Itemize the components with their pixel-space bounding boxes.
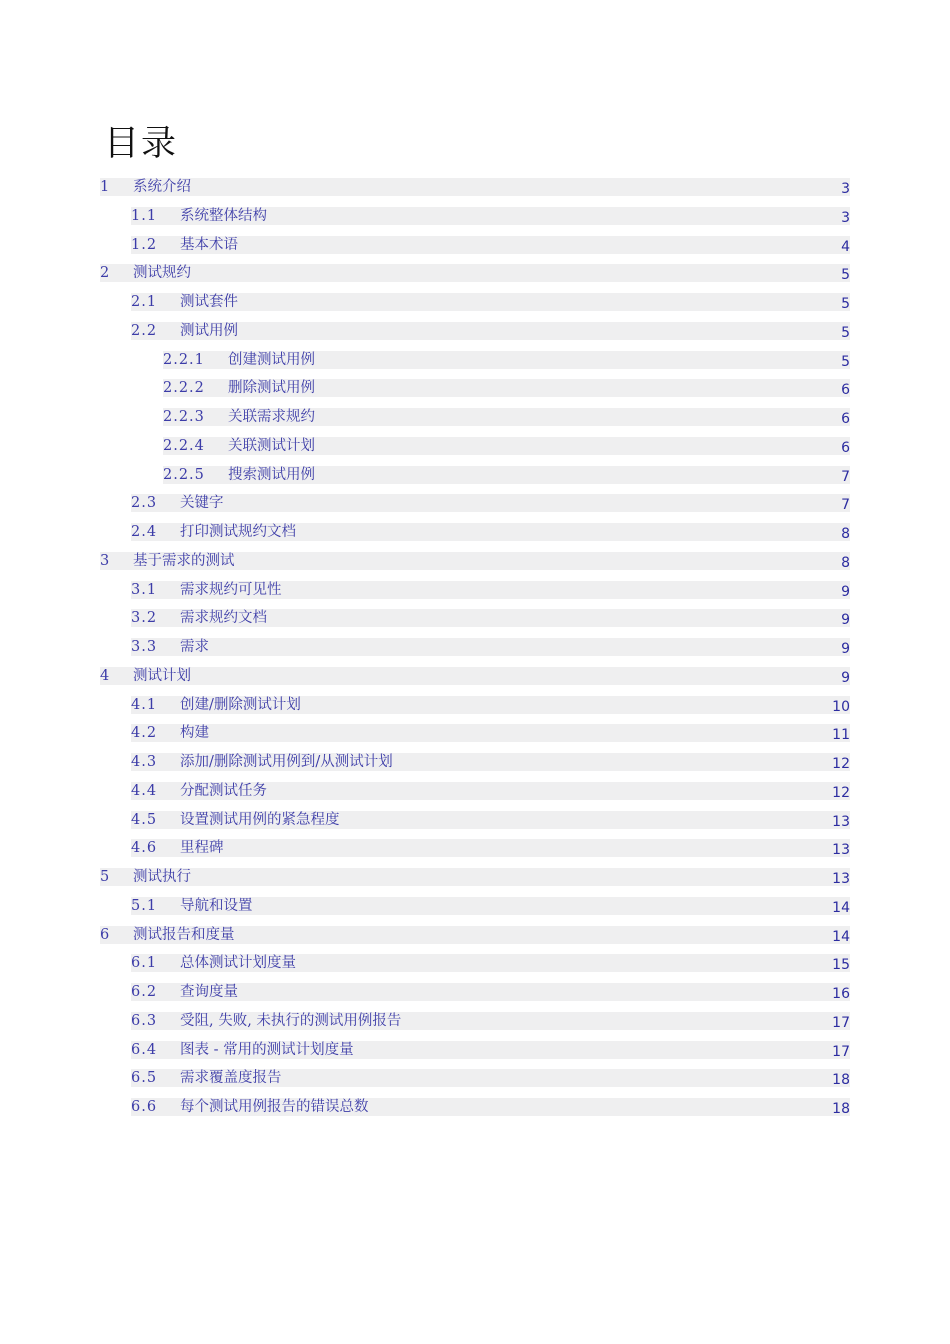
toc-entry-number: 4.6 xyxy=(131,840,158,857)
toc-entry[interactable] xyxy=(0,176,950,205)
toc-entry-highlight xyxy=(131,494,850,512)
toc-entry-page-number: 6 xyxy=(841,411,850,427)
toc-entry[interactable] xyxy=(0,1039,950,1068)
toc-entry-number: 5.1 xyxy=(131,897,158,914)
toc-entry-number: 4.5 xyxy=(131,811,158,828)
toc-entry-label: 系统整体结构 xyxy=(180,207,267,224)
toc-entry-page-number: 3 xyxy=(841,209,850,226)
toc-entry[interactable] xyxy=(0,1096,950,1125)
toc-entry-number: 2.2.4 xyxy=(163,437,205,454)
toc-entry[interactable] xyxy=(0,1067,950,1096)
toc-entry-page-number: 13 xyxy=(832,813,850,830)
toc-entry[interactable] xyxy=(0,320,950,349)
toc-entry-number: 4.2 xyxy=(131,725,158,742)
toc-entry-page-number: 8 xyxy=(841,526,850,542)
toc-entry-number: 2.3 xyxy=(131,495,158,512)
toc-entry-page-number: 17 xyxy=(832,1043,850,1060)
toc-entry-page-number: 18 xyxy=(832,1072,850,1089)
toc-entry-page-number: 5 xyxy=(841,267,850,284)
toc-entry-page-number: 12 xyxy=(832,784,850,801)
toc-entry-page-number: 15 xyxy=(832,957,850,974)
toc-entry-number: 2.2.5 xyxy=(163,466,205,483)
toc-entry-page-number: 16 xyxy=(832,986,850,1002)
toc-entry-label: 测试套件 xyxy=(180,294,238,310)
toc-entry-page-number: 13 xyxy=(832,842,850,859)
toc-entry-number: 1 xyxy=(100,179,111,195)
toc-entry-highlight xyxy=(131,839,850,857)
toc-entry-label: 分配测试任务 xyxy=(180,782,267,799)
toc-entry-number: 1.2 xyxy=(131,236,158,253)
toc-entry-number: 2.2.2 xyxy=(163,380,205,397)
toc-entry-page-number: 4 xyxy=(841,238,850,255)
toc-entry-label: 测试计划 xyxy=(133,667,191,684)
toc-entry-number: 4.3 xyxy=(131,754,158,770)
toc-entry[interactable] xyxy=(0,981,950,1010)
toc-entry-page-number: 9 xyxy=(841,669,850,686)
toc-entry[interactable] xyxy=(0,694,950,723)
toc-entry-label: 测试报告和度量 xyxy=(133,926,235,943)
toc-entry-label: 需求规约可见性 xyxy=(180,581,282,598)
toc-entry[interactable] xyxy=(0,866,950,895)
toc-entry-label: 需求规约文档 xyxy=(180,610,267,627)
toc-entry-number: 1.1 xyxy=(131,207,158,224)
toc-entry-label: 导航和设置 xyxy=(180,897,253,914)
toc-entry-page-number: 9 xyxy=(841,583,850,600)
toc-entry-number: 6.5 xyxy=(131,1070,158,1087)
toc-entry-label: 搜索测试用例 xyxy=(228,466,315,483)
toc-entry-label: 测试规约 xyxy=(133,265,191,282)
toc-entry[interactable] xyxy=(0,607,950,636)
toc-entry-page-number: 8 xyxy=(841,554,850,571)
toc-entry-number: 3.2 xyxy=(131,610,158,627)
toc-entry-number: 6 xyxy=(100,926,111,943)
toc-entry-page-number: 7 xyxy=(841,468,850,485)
toc-entry-highlight xyxy=(131,724,850,742)
toc-entry-label: 查询度量 xyxy=(180,984,238,1000)
toc-entry-highlight xyxy=(131,293,850,311)
toc-entry-page-number: 10 xyxy=(832,698,850,715)
toc-entry-highlight xyxy=(131,638,850,656)
toc-entry-label: 创建测试用例 xyxy=(228,351,315,368)
toc-entry-page-number: 17 xyxy=(832,1014,850,1031)
toc-entry-page-number: 11 xyxy=(832,727,850,744)
toc-entry[interactable] xyxy=(0,406,950,435)
toc-entry-number: 3.3 xyxy=(131,639,158,655)
toc-entry[interactable] xyxy=(0,492,950,521)
toc-entry-label: 总体测试计划度量 xyxy=(180,955,296,972)
toc-entry-highlight xyxy=(131,322,850,340)
toc-entry-number: 6.1 xyxy=(131,955,158,972)
toc-entry[interactable] xyxy=(0,291,950,320)
toc-entry-label: 删除测试用例 xyxy=(228,380,315,397)
toc-entry[interactable] xyxy=(0,435,950,464)
toc-entry-page-number: 9 xyxy=(841,612,850,629)
toc-entry-label: 设置测试用例的紧急程度 xyxy=(180,811,340,828)
toc-entry-page-number: 14 xyxy=(832,899,850,916)
toc-entry-label: 受阻, 失败, 未执行的测试用例报告 xyxy=(180,1012,402,1029)
toc-entry[interactable] xyxy=(0,579,950,608)
toc-entry-label: 基于需求的测试 xyxy=(133,552,235,569)
toc-entry-label: 基本术语 xyxy=(180,236,238,253)
toc-entry-number: 5 xyxy=(100,869,111,885)
toc-entry-highlight xyxy=(131,983,850,1001)
toc-entry[interactable] xyxy=(0,895,950,924)
toc-entry[interactable] xyxy=(0,550,950,579)
page-title: 目录 xyxy=(104,124,179,164)
toc-entry-number: 6.3 xyxy=(131,1012,158,1029)
toc-entry-number: 2 xyxy=(100,265,111,282)
toc-entry-highlight xyxy=(100,868,850,886)
toc-entry-page-number: 5 xyxy=(841,353,850,370)
toc-entry[interactable] xyxy=(0,349,950,378)
toc-entry-page-number: 18 xyxy=(832,1101,850,1117)
toc-entry-label: 添加/删除测试用例到/从测试计划 xyxy=(180,754,393,770)
toc-entry-number: 3.1 xyxy=(131,581,158,598)
toc-entry-page-number: 7 xyxy=(841,497,850,514)
toc-entry-label: 创建/删除测试计划 xyxy=(180,696,301,713)
toc-entry-number: 3 xyxy=(100,552,111,569)
toc-entry[interactable] xyxy=(0,1010,950,1039)
toc-entry-number: 2.2.1 xyxy=(163,351,205,368)
toc-entry-page-number: 14 xyxy=(832,928,850,945)
toc-entry-page-number: 9 xyxy=(841,641,850,657)
toc-entry-label: 测试执行 xyxy=(133,869,191,885)
toc-entry-label: 关键字 xyxy=(180,495,224,512)
toc-entry-label: 测试用例 xyxy=(180,322,238,339)
toc-entry[interactable] xyxy=(0,521,950,550)
toc-entry-label: 需求 xyxy=(180,639,209,655)
toc-entry-page-number: 5 xyxy=(841,324,850,341)
toc-entry-number: 4.4 xyxy=(131,782,158,799)
toc-entry[interactable] xyxy=(0,636,950,665)
toc-entry-highlight xyxy=(100,178,850,196)
toc-entry[interactable] xyxy=(0,924,950,953)
toc-entry[interactable] xyxy=(0,809,950,838)
toc-entry-number: 2.1 xyxy=(131,294,158,310)
toc-entry-highlight xyxy=(100,264,850,282)
toc-entry-page-number: 12 xyxy=(832,756,850,772)
toc-entry-page-number: 3 xyxy=(841,181,850,197)
toc-entry[interactable] xyxy=(0,234,950,263)
toc-entry[interactable] xyxy=(0,205,950,234)
toc-entry[interactable] xyxy=(0,837,950,866)
toc-entry-label: 里程碑 xyxy=(180,840,224,857)
toc-entry-label: 系统介绍 xyxy=(133,179,191,195)
toc-entry-label: 需求覆盖度报告 xyxy=(180,1070,282,1087)
toc-entry-number: 6.4 xyxy=(131,1041,158,1058)
toc-entry-page-number: 13 xyxy=(832,871,850,887)
toc-entry-number: 2.2 xyxy=(131,322,158,339)
toc-entry-highlight xyxy=(131,236,850,254)
toc-entry[interactable] xyxy=(0,722,950,751)
toc-entry-number: 2.4 xyxy=(131,524,158,540)
toc-entry[interactable] xyxy=(0,751,950,780)
toc-entry-label: 每个测试用例报告的错误总数 xyxy=(180,1099,369,1115)
toc-entry[interactable] xyxy=(0,952,950,981)
toc-entry[interactable] xyxy=(0,377,950,406)
toc-entry-page-number: 6 xyxy=(841,382,850,399)
toc-entry[interactable] xyxy=(0,262,950,291)
toc-entry-page-number: 5 xyxy=(841,296,850,312)
toc-entry-number: 4.1 xyxy=(131,696,158,713)
toc-entry-number: 6.2 xyxy=(131,984,158,1000)
toc-entry[interactable] xyxy=(0,464,950,493)
toc-entry-page-number: 6 xyxy=(841,439,850,456)
toc-entry-label: 图表 - 常用的测试计划度量 xyxy=(180,1041,354,1058)
toc-entry[interactable] xyxy=(0,780,950,809)
toc-entry-label: 关联测试计划 xyxy=(228,437,315,454)
toc-entry-label: 构建 xyxy=(180,725,209,742)
toc-entry-number: 6.6 xyxy=(131,1099,158,1115)
toc-entry-number: 2.2.3 xyxy=(163,409,205,425)
toc-entry[interactable] xyxy=(0,665,950,694)
table-of-contents xyxy=(0,176,950,1125)
toc-entry-highlight xyxy=(100,667,850,685)
toc-entry-label: 关联需求规约 xyxy=(228,409,315,425)
toc-entry-number: 4 xyxy=(100,667,111,684)
toc-entry-label: 打印测试规约文档 xyxy=(180,524,296,540)
